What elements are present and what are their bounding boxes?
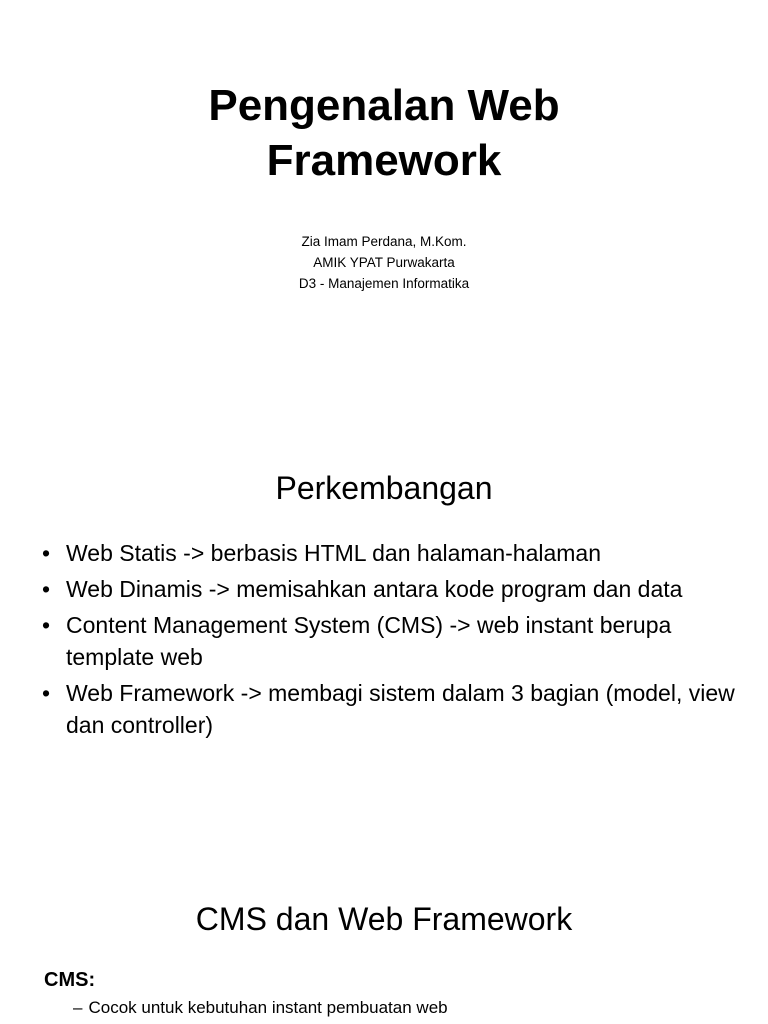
bullet-icon: • — [42, 576, 51, 602]
bullet-text: Content Management System (CMS) -> web instant berupa template web — [66, 612, 672, 670]
bullet-icon: • — [42, 540, 51, 566]
bullet-item — [42, 573, 742, 605]
bullet-icon: • — [42, 680, 51, 706]
study-program: D3 - Manajemen Informatika — [298, 276, 470, 291]
dash-icon: – — [73, 998, 83, 1017]
cms-heading: CMS dan Web Framework — [195, 901, 573, 937]
cms-sub-item-text: Cocok untuk kebutuhan instant pembuatan web — [88, 998, 448, 1017]
author-name: Zia Imam Perdana, M.Kom. — [301, 234, 467, 249]
bullet-item — [42, 677, 742, 741]
presentation-title — [0, 78, 768, 188]
bullet-text: Web Dinamis -> memisahkan antara kode program dan data — [66, 576, 683, 602]
bullet-item — [42, 537, 742, 569]
title-line-2: Framework — [266, 136, 502, 185]
institution-name: AMIK YPAT Purwakarta — [313, 255, 455, 270]
author-info — [0, 231, 768, 294]
cms-sub-item — [73, 995, 448, 1021]
perkembangan-bullet-list — [42, 537, 742, 745]
title-slide — [0, 0, 768, 420]
bullet-text: Web Framework -> membagi sistem dalam 3 bagian (model, view dan controller) — [66, 680, 735, 738]
cms-label: CMS: — [44, 969, 96, 991]
bullet-item — [42, 609, 742, 673]
title-line-1: Pengenalan Web — [208, 81, 560, 130]
perkembangan-heading: Perkembangan — [275, 470, 493, 506]
bullet-text: Web Statis -> berbasis HTML dan halaman-halaman — [66, 540, 602, 566]
bullet-icon: • — [42, 612, 51, 638]
